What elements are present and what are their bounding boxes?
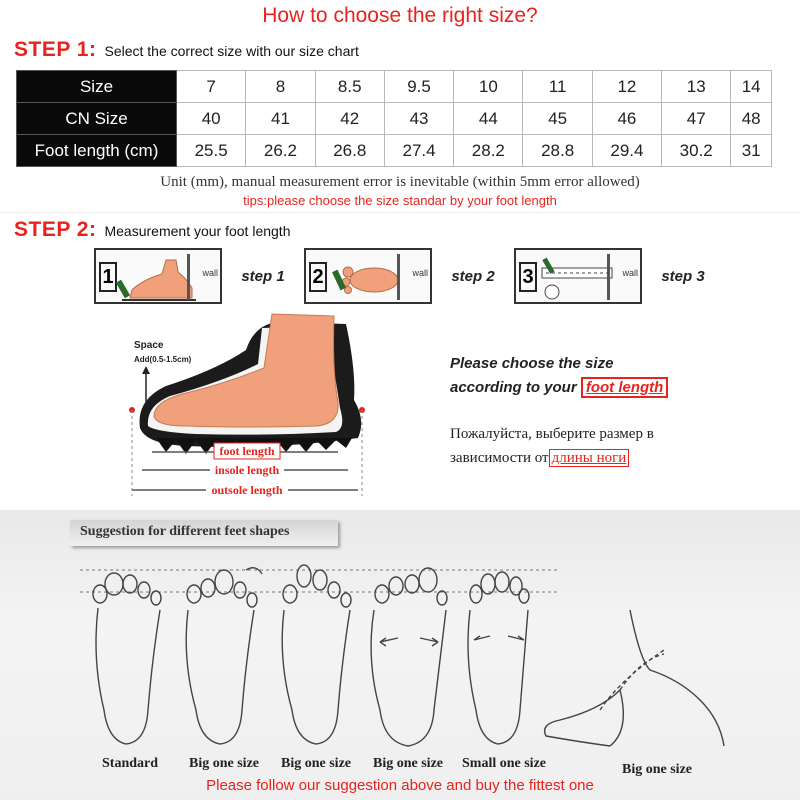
page-title: How to choose the right size? <box>262 4 538 27</box>
table-cell: 26.8 <box>315 135 384 167</box>
unit-note: Unit (mm), manual measurement error is inevitable (within 5mm error allowed) <box>160 174 640 190</box>
step2-label: STEP 2: <box>14 218 97 241</box>
foot-length-highlight: foot length <box>581 377 668 398</box>
row-header-cn-size: CN Size <box>17 103 177 135</box>
foot-side-icon <box>96 250 224 306</box>
feet-shapes-illustration <box>0 560 800 756</box>
table-cell: 26.2 <box>246 135 315 167</box>
step-number: 1 <box>99 262 117 292</box>
outsole-length-label: outsole length <box>211 483 283 497</box>
space-label: Space <box>134 340 164 351</box>
table-cell: 9.5 <box>384 71 453 103</box>
table-cell: 7 <box>177 71 246 103</box>
choose-ru-prefix: зависимости от <box>450 450 549 466</box>
table-cell: 29.4 <box>592 135 661 167</box>
wall-line <box>397 254 400 300</box>
step2-description: Measurement your foot length <box>104 223 291 239</box>
measure-step-box-3 <box>514 248 642 304</box>
foot-length-highlight-ru: длины ноги <box>549 449 630 467</box>
table-cell: 25.5 <box>177 135 246 167</box>
measure-step-box-1 <box>94 248 222 304</box>
suggestion-tag: Suggestion for different feet shapes <box>70 520 338 546</box>
choose-en-line2 <box>450 376 668 400</box>
table-cell: 45 <box>523 103 592 135</box>
shape-label: Small one size <box>462 756 546 771</box>
step1-label: STEP 1: <box>14 38 97 61</box>
table-cell: 48 <box>731 103 772 135</box>
table-cell: 44 <box>454 103 523 135</box>
table-cell: 41 <box>246 103 315 135</box>
step2-heading <box>14 218 290 242</box>
shape-label: Big one size <box>373 756 443 771</box>
table-cell: 42 <box>315 103 384 135</box>
row-header-size: Size <box>17 71 177 103</box>
tips-text: tips:please choose the size standar by your foot length <box>243 193 557 208</box>
foot-length-label: foot length <box>219 444 275 458</box>
step1-heading <box>14 38 359 62</box>
size-chart-table <box>16 70 772 167</box>
table-cell: 40 <box>177 103 246 135</box>
table-row-cn-size <box>17 103 772 135</box>
step-caption-3: step 3 <box>661 267 705 285</box>
choose-size-english <box>450 352 668 400</box>
table-cell: 47 <box>662 103 731 135</box>
wall-line <box>187 254 190 300</box>
shape-label: Big one size <box>281 756 351 771</box>
choose-size-russian <box>450 422 654 470</box>
table-cell: 10 <box>454 71 523 103</box>
shape-label: Big one size <box>189 756 259 771</box>
table-cell: 43 <box>384 103 453 135</box>
ruler-icon <box>516 250 644 306</box>
foot-wide-toe-icon <box>186 568 262 744</box>
table-cell: 12 <box>592 71 661 103</box>
measure-step-box-2 <box>304 248 432 304</box>
wall-line <box>607 254 610 300</box>
shoe-measurement-diagram <box>126 310 426 510</box>
table-cell: 14 <box>731 71 772 103</box>
table-cell: 28.2 <box>454 135 523 167</box>
table-cell: 46 <box>592 103 661 135</box>
table-cell: 8.5 <box>315 71 384 103</box>
step-caption-2: step 2 <box>451 267 495 285</box>
table-cell: 27.4 <box>384 135 453 167</box>
foot-top-icon <box>306 250 434 306</box>
foot-wide-icon <box>371 568 447 746</box>
table-cell: 11 <box>523 71 592 103</box>
table-cell: 30.2 <box>662 135 731 167</box>
table-cell: 13 <box>662 71 731 103</box>
table-cell: 8 <box>246 71 315 103</box>
foot-high-instep-icon <box>545 610 724 746</box>
choose-en-prefix: according to your <box>450 379 577 396</box>
step-number: 3 <box>519 262 537 292</box>
bottom-note: Please follow our suggestion above and buy the fittest one <box>206 777 594 794</box>
insole-length-label: insole length <box>214 463 280 477</box>
wall-label: wall <box>202 268 218 278</box>
choose-ru-line1: Пожалуйста, выберите размер в <box>450 426 654 442</box>
shape-label: Standard <box>102 756 159 771</box>
measure-steps <box>94 248 718 304</box>
foot-standard-icon <box>93 573 161 744</box>
choose-ru-line2 <box>450 446 654 470</box>
step-caption-1: step 1 <box>241 267 285 285</box>
step1-description: Select the correct size with our size chart <box>104 43 359 59</box>
choose-en-line1: Please choose the size <box>450 355 614 372</box>
foot-narrow-icon <box>468 572 529 744</box>
step-number: 2 <box>309 262 327 292</box>
table-cell: 31 <box>731 135 772 167</box>
row-header-foot-length: Foot length (cm) <box>17 135 177 167</box>
table-row-foot-length <box>17 135 772 167</box>
shape-label: Big one size <box>622 762 692 777</box>
wall-label: wall <box>412 268 428 278</box>
table-row-size <box>17 71 772 103</box>
table-cell: 28.8 <box>523 135 592 167</box>
add-range-label: Add(0.5-1.5cm) <box>134 355 192 364</box>
wall-label: wall <box>622 268 638 278</box>
